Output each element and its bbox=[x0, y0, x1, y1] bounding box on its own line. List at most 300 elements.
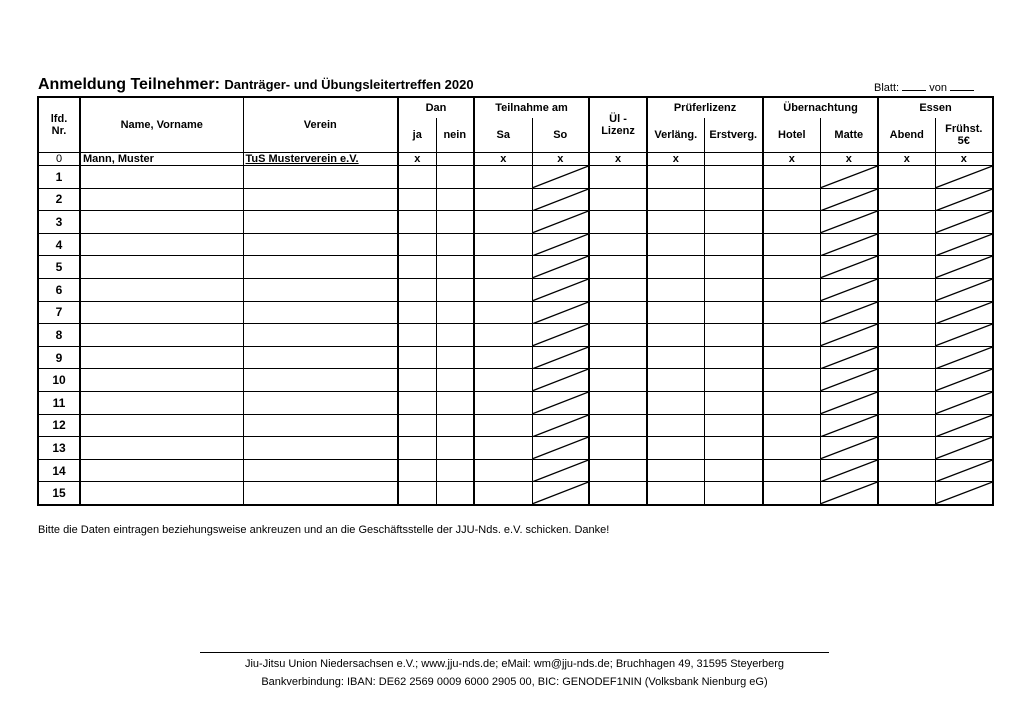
entry-nr: 3 bbox=[38, 211, 80, 234]
entry-sa[interactable] bbox=[474, 166, 532, 189]
entry-sa[interactable] bbox=[474, 391, 532, 414]
entry-dan-ja[interactable] bbox=[398, 233, 436, 256]
entry-dan-ja[interactable] bbox=[398, 482, 436, 505]
entry-nr: 12 bbox=[38, 414, 80, 437]
entry-verlaeng[interactable] bbox=[647, 233, 704, 256]
table-row bbox=[38, 414, 993, 437]
entry-nr: 2 bbox=[38, 188, 80, 211]
entry-name[interactable] bbox=[80, 301, 243, 324]
diagonal-strike bbox=[936, 369, 993, 391]
entry-fruehst[interactable] bbox=[935, 301, 993, 324]
entry-hotel[interactable] bbox=[763, 369, 820, 392]
diagonal-strike bbox=[936, 189, 993, 211]
entry-verein[interactable] bbox=[243, 211, 398, 234]
entry-verein[interactable] bbox=[243, 278, 398, 301]
header-dan-nein: nein bbox=[436, 118, 474, 153]
entry-dan-nein[interactable] bbox=[436, 391, 474, 414]
entry-dan-nein[interactable] bbox=[436, 188, 474, 211]
entry-so[interactable] bbox=[532, 166, 589, 189]
diagonal-strike bbox=[821, 482, 878, 504]
entry-so[interactable] bbox=[532, 188, 589, 211]
entry-fruehst[interactable] bbox=[935, 391, 993, 414]
header-verein: Verein bbox=[243, 97, 398, 153]
diagonal-strike bbox=[821, 211, 878, 233]
entry-name[interactable] bbox=[80, 346, 243, 369]
entry-so[interactable] bbox=[532, 437, 589, 460]
entry-sa[interactable] bbox=[474, 482, 532, 505]
entry-abend[interactable] bbox=[878, 188, 935, 211]
diagonal-strike bbox=[533, 234, 589, 256]
entry-sa[interactable] bbox=[474, 278, 532, 301]
entry-verlaeng[interactable] bbox=[647, 256, 704, 279]
diagonal-strike bbox=[533, 189, 589, 211]
entry-matte[interactable] bbox=[820, 233, 878, 256]
entry-fruehst[interactable] bbox=[935, 324, 993, 347]
entry-verlaeng[interactable] bbox=[647, 346, 704, 369]
entry-name[interactable] bbox=[80, 437, 243, 460]
entry-name[interactable] bbox=[80, 391, 243, 414]
header-so: So bbox=[532, 118, 589, 153]
entry-nr: 1 bbox=[38, 166, 80, 189]
entry-verein[interactable] bbox=[243, 437, 398, 460]
entry-dan-ja[interactable] bbox=[398, 459, 436, 482]
diagonal-strike bbox=[821, 460, 878, 482]
entry-matte[interactable] bbox=[820, 482, 878, 505]
entry-matte[interactable] bbox=[820, 414, 878, 437]
entry-nr: 8 bbox=[38, 324, 80, 347]
entry-sa[interactable] bbox=[474, 414, 532, 437]
table-row bbox=[38, 324, 993, 347]
entry-hotel[interactable] bbox=[763, 166, 820, 189]
entry-erstverg[interactable] bbox=[704, 391, 763, 414]
entry-abend[interactable] bbox=[878, 233, 935, 256]
entry-fruehst[interactable] bbox=[935, 414, 993, 437]
title-sub: Danträger- und Übungsleitertreffen 2020 bbox=[224, 77, 474, 92]
entry-verein[interactable] bbox=[243, 482, 398, 505]
entry-verlaeng[interactable] bbox=[647, 301, 704, 324]
entry-nr: 14 bbox=[38, 459, 80, 482]
header-ul-lizenz bbox=[589, 97, 647, 153]
entry-erstverg[interactable] bbox=[704, 278, 763, 301]
entry-ul[interactable] bbox=[589, 166, 647, 189]
footer-divider bbox=[200, 652, 829, 653]
entry-abend[interactable] bbox=[878, 324, 935, 347]
entry-dan-ja[interactable] bbox=[398, 414, 436, 437]
instruction-note: Bitte die Daten eintragen beziehungsweise ankreuzen und an die Geschäftsstelle der JJU-Nds. e.V. schicken. Danke! bbox=[38, 524, 610, 536]
entry-abend[interactable] bbox=[878, 256, 935, 279]
registration-table bbox=[37, 96, 994, 506]
entry-nr: 15 bbox=[38, 482, 80, 505]
table-row bbox=[38, 211, 993, 234]
header-teilnahme: Teilnahme am bbox=[474, 97, 589, 118]
entry-verein[interactable] bbox=[243, 233, 398, 256]
entry-verein[interactable] bbox=[243, 414, 398, 437]
diagonal-strike bbox=[533, 369, 589, 391]
entry-verlaeng[interactable] bbox=[647, 211, 704, 234]
entry-name[interactable] bbox=[80, 414, 243, 437]
entry-so[interactable] bbox=[532, 256, 589, 279]
entry-abend[interactable] bbox=[878, 459, 935, 482]
entry-verein[interactable] bbox=[243, 188, 398, 211]
diagonal-strike bbox=[821, 166, 878, 188]
header-name: Name, Vorname bbox=[80, 97, 243, 153]
entry-matte[interactable] bbox=[820, 437, 878, 460]
header-fruehst-price: 5€ bbox=[957, 135, 970, 147]
entry-nr: 9 bbox=[38, 346, 80, 369]
entry-ul[interactable] bbox=[589, 346, 647, 369]
entry-name[interactable] bbox=[80, 459, 243, 482]
entry-verein[interactable] bbox=[243, 459, 398, 482]
entry-dan-nein[interactable] bbox=[436, 482, 474, 505]
diagonal-strike bbox=[533, 256, 589, 278]
entry-hotel[interactable] bbox=[763, 346, 820, 369]
diagonal-strike bbox=[533, 415, 589, 437]
entry-nr: 10 bbox=[38, 369, 80, 392]
entry-so[interactable] bbox=[532, 324, 589, 347]
entry-dan-ja[interactable] bbox=[398, 166, 436, 189]
diagonal-strike bbox=[533, 482, 589, 504]
entry-name[interactable] bbox=[80, 324, 243, 347]
entry-dan-nein[interactable] bbox=[436, 414, 474, 437]
entry-ul[interactable] bbox=[589, 369, 647, 392]
entry-so[interactable] bbox=[532, 459, 589, 482]
entry-matte[interactable] bbox=[820, 346, 878, 369]
entry-hotel[interactable] bbox=[763, 482, 820, 505]
diagonal-strike bbox=[936, 302, 993, 324]
table-row bbox=[38, 278, 993, 301]
title-main: Anmeldung Teilnehmer: bbox=[38, 76, 220, 93]
entry-abend[interactable] bbox=[878, 278, 935, 301]
entry-dan-nein[interactable] bbox=[436, 437, 474, 460]
entry-erstverg[interactable] bbox=[704, 324, 763, 347]
diagonal-strike bbox=[936, 347, 993, 369]
entry-abend[interactable] bbox=[878, 414, 935, 437]
entry-fruehst[interactable] bbox=[935, 166, 993, 189]
entry-dan-nein[interactable] bbox=[436, 369, 474, 392]
example-name: Mann, Muster bbox=[80, 153, 243, 166]
entry-fruehst[interactable] bbox=[935, 278, 993, 301]
example-ul: x bbox=[589, 153, 647, 166]
entry-sa[interactable] bbox=[474, 256, 532, 279]
entry-hotel[interactable] bbox=[763, 414, 820, 437]
entry-verlaeng[interactable] bbox=[647, 437, 704, 460]
entry-fruehst[interactable] bbox=[935, 211, 993, 234]
header-uebernachtung: Übernachtung bbox=[763, 97, 878, 118]
diagonal-strike bbox=[936, 211, 993, 233]
entry-sa[interactable] bbox=[474, 459, 532, 482]
entry-verein[interactable] bbox=[243, 166, 398, 189]
blatt-blank[interactable] bbox=[902, 80, 926, 91]
entry-matte[interactable] bbox=[820, 369, 878, 392]
header-hotel: Hotel bbox=[763, 118, 820, 153]
diagonal-strike bbox=[936, 437, 993, 459]
entry-dan-ja[interactable] bbox=[398, 324, 436, 347]
entry-verlaeng[interactable] bbox=[647, 482, 704, 505]
entry-matte[interactable] bbox=[820, 301, 878, 324]
entry-dan-nein[interactable] bbox=[436, 278, 474, 301]
diagonal-strike bbox=[533, 437, 589, 459]
header-lfd: lfd. bbox=[50, 113, 68, 125]
entry-erstverg[interactable] bbox=[704, 233, 763, 256]
entry-dan-nein[interactable] bbox=[436, 301, 474, 324]
entry-erstverg[interactable] bbox=[704, 437, 763, 460]
entry-verlaeng[interactable] bbox=[647, 324, 704, 347]
entry-fruehst[interactable] bbox=[935, 233, 993, 256]
header-lfd-nr bbox=[38, 97, 80, 153]
header-nr: Nr. bbox=[51, 125, 67, 137]
diagonal-strike bbox=[821, 279, 878, 301]
example-verein: TuS Musterverein e.V. bbox=[243, 153, 398, 166]
diagonal-strike bbox=[936, 392, 993, 414]
entry-fruehst[interactable] bbox=[935, 369, 993, 392]
table-row bbox=[38, 482, 993, 505]
entry-fruehst[interactable] bbox=[935, 482, 993, 505]
entry-name[interactable] bbox=[80, 211, 243, 234]
entry-hotel[interactable] bbox=[763, 437, 820, 460]
entry-matte[interactable] bbox=[820, 391, 878, 414]
entry-erstverg[interactable] bbox=[704, 256, 763, 279]
table-row bbox=[38, 437, 993, 460]
entry-dan-ja[interactable] bbox=[398, 437, 436, 460]
entry-nr: 4 bbox=[38, 233, 80, 256]
example-erstverg bbox=[704, 153, 763, 166]
entry-sa[interactable] bbox=[474, 301, 532, 324]
entry-so[interactable] bbox=[532, 301, 589, 324]
entry-name[interactable] bbox=[80, 188, 243, 211]
entry-matte[interactable] bbox=[820, 256, 878, 279]
entry-erstverg[interactable] bbox=[704, 459, 763, 482]
diagonal-strike bbox=[821, 324, 878, 346]
entry-dan-nein[interactable] bbox=[436, 459, 474, 482]
entry-fruehst[interactable] bbox=[935, 346, 993, 369]
entry-ul[interactable] bbox=[589, 211, 647, 234]
entry-dan-nein[interactable] bbox=[436, 256, 474, 279]
entry-dan-ja[interactable] bbox=[398, 301, 436, 324]
entry-sa[interactable] bbox=[474, 324, 532, 347]
table-row bbox=[38, 369, 993, 392]
entry-dan-nein[interactable] bbox=[436, 346, 474, 369]
entry-matte[interactable] bbox=[820, 459, 878, 482]
header-fruehst-label: Frühst. bbox=[945, 123, 983, 135]
entry-nr: 11 bbox=[38, 391, 80, 414]
entry-erstverg[interactable] bbox=[704, 166, 763, 189]
example-sa: x bbox=[474, 153, 532, 166]
entry-ul[interactable] bbox=[589, 414, 647, 437]
entry-dan-ja[interactable] bbox=[398, 188, 436, 211]
entry-ul[interactable] bbox=[589, 437, 647, 460]
entry-so[interactable] bbox=[532, 391, 589, 414]
table-row bbox=[38, 391, 993, 414]
entry-so[interactable] bbox=[532, 211, 589, 234]
entry-erstverg[interactable] bbox=[704, 211, 763, 234]
entry-name[interactable] bbox=[80, 233, 243, 256]
entry-dan-nein[interactable] bbox=[436, 211, 474, 234]
entry-erstverg[interactable] bbox=[704, 414, 763, 437]
entry-matte[interactable] bbox=[820, 188, 878, 211]
diagonal-strike bbox=[936, 279, 993, 301]
example-abend: x bbox=[878, 153, 935, 166]
entry-erstverg[interactable] bbox=[704, 301, 763, 324]
entry-ul[interactable] bbox=[589, 233, 647, 256]
diagonal-strike bbox=[936, 460, 993, 482]
entry-verlaeng[interactable] bbox=[647, 278, 704, 301]
entry-sa[interactable] bbox=[474, 188, 532, 211]
entry-sa[interactable] bbox=[474, 437, 532, 460]
example-nr: 0 bbox=[38, 153, 80, 166]
entry-ul[interactable] bbox=[589, 256, 647, 279]
entry-abend[interactable] bbox=[878, 437, 935, 460]
entry-name[interactable] bbox=[80, 166, 243, 189]
entry-sa[interactable] bbox=[474, 211, 532, 234]
entry-ul[interactable] bbox=[589, 391, 647, 414]
entry-abend[interactable] bbox=[878, 346, 935, 369]
entry-hotel[interactable] bbox=[763, 278, 820, 301]
entry-ul[interactable] bbox=[589, 188, 647, 211]
entry-nr: 13 bbox=[38, 437, 80, 460]
table-row bbox=[38, 459, 993, 482]
header-erstverg: Erstverg. bbox=[704, 118, 763, 153]
diagonal-strike bbox=[821, 369, 878, 391]
diagonal-strike bbox=[533, 392, 589, 414]
diagonal-strike bbox=[936, 415, 993, 437]
footer-address: Jiu-Jitsu Union Niedersachsen e.V.; www.jju-nds.de; eMail: wm@jju-nds.de; Bruchhagen 49, 31595 Steyerberg bbox=[244, 658, 785, 670]
entry-matte[interactable] bbox=[820, 166, 878, 189]
table-row bbox=[38, 256, 993, 279]
entry-ul[interactable] bbox=[589, 459, 647, 482]
diagonal-strike bbox=[821, 189, 878, 211]
entry-so[interactable] bbox=[532, 414, 589, 437]
entry-hotel[interactable] bbox=[763, 233, 820, 256]
entry-matte[interactable] bbox=[820, 211, 878, 234]
entry-verlaeng[interactable] bbox=[647, 166, 704, 189]
diagonal-strike bbox=[533, 324, 589, 346]
entry-ul[interactable] bbox=[589, 324, 647, 347]
entry-name[interactable] bbox=[80, 482, 243, 505]
entry-ul[interactable] bbox=[589, 482, 647, 505]
header-ul-1: Ül - bbox=[609, 113, 627, 125]
entry-matte[interactable] bbox=[820, 324, 878, 347]
entry-hotel[interactable] bbox=[763, 301, 820, 324]
example-verlaeng: x bbox=[647, 153, 704, 166]
entry-name[interactable] bbox=[80, 278, 243, 301]
header-abend: Abend bbox=[878, 118, 935, 153]
example-matte: x bbox=[820, 153, 878, 166]
entry-nr: 7 bbox=[38, 301, 80, 324]
header-ul-2: Lizenz bbox=[601, 125, 635, 137]
von-label: von bbox=[929, 82, 947, 94]
entry-verein[interactable] bbox=[243, 391, 398, 414]
entry-sa[interactable] bbox=[474, 346, 532, 369]
entry-erstverg[interactable] bbox=[704, 346, 763, 369]
von-blank[interactable] bbox=[950, 80, 974, 91]
page-title bbox=[38, 76, 474, 94]
entry-hotel[interactable] bbox=[763, 324, 820, 347]
entry-dan-ja[interactable] bbox=[398, 211, 436, 234]
diagonal-strike bbox=[821, 256, 878, 278]
entry-sa[interactable] bbox=[474, 233, 532, 256]
entry-dan-ja[interactable] bbox=[398, 278, 436, 301]
entry-matte[interactable] bbox=[820, 278, 878, 301]
entry-hotel[interactable] bbox=[763, 256, 820, 279]
entry-dan-nein[interactable] bbox=[436, 324, 474, 347]
example-row bbox=[38, 153, 993, 166]
entry-abend[interactable] bbox=[878, 166, 935, 189]
entry-dan-ja[interactable] bbox=[398, 256, 436, 279]
entry-name[interactable] bbox=[80, 369, 243, 392]
entry-verein[interactable] bbox=[243, 346, 398, 369]
diagonal-strike bbox=[936, 166, 993, 188]
entry-fruehst[interactable] bbox=[935, 188, 993, 211]
blatt-label: Blatt: bbox=[874, 82, 900, 94]
entry-abend[interactable] bbox=[878, 391, 935, 414]
entry-abend[interactable] bbox=[878, 369, 935, 392]
entry-verlaeng[interactable] bbox=[647, 391, 704, 414]
entry-verein[interactable] bbox=[243, 324, 398, 347]
entry-hotel[interactable] bbox=[763, 188, 820, 211]
entry-abend[interactable] bbox=[878, 211, 935, 234]
entry-verein[interactable] bbox=[243, 369, 398, 392]
sheet-number bbox=[874, 80, 974, 94]
entry-hotel[interactable] bbox=[763, 391, 820, 414]
entry-dan-ja[interactable] bbox=[398, 346, 436, 369]
header-fruehst bbox=[935, 118, 993, 153]
entry-verlaeng[interactable] bbox=[647, 188, 704, 211]
entry-so[interactable] bbox=[532, 369, 589, 392]
diagonal-strike bbox=[936, 234, 993, 256]
table-row bbox=[38, 233, 993, 256]
diagonal-strike bbox=[533, 279, 589, 301]
entry-ul[interactable] bbox=[589, 278, 647, 301]
entry-hotel[interactable] bbox=[763, 459, 820, 482]
entry-dan-nein[interactable] bbox=[436, 233, 474, 256]
table-row bbox=[38, 166, 993, 189]
table-row bbox=[38, 188, 993, 211]
diagonal-strike bbox=[821, 437, 878, 459]
entry-verlaeng[interactable] bbox=[647, 459, 704, 482]
entry-abend[interactable] bbox=[878, 301, 935, 324]
entry-so[interactable] bbox=[532, 233, 589, 256]
entry-so[interactable] bbox=[532, 346, 589, 369]
entry-erstverg[interactable] bbox=[704, 482, 763, 505]
diagonal-strike bbox=[533, 166, 589, 188]
diagonal-strike bbox=[533, 302, 589, 324]
entry-fruehst[interactable] bbox=[935, 459, 993, 482]
entry-name[interactable] bbox=[80, 256, 243, 279]
diagonal-strike bbox=[821, 302, 878, 324]
entry-so[interactable] bbox=[532, 278, 589, 301]
entry-ul[interactable] bbox=[589, 301, 647, 324]
entry-fruehst[interactable] bbox=[935, 256, 993, 279]
entry-verlaeng[interactable] bbox=[647, 369, 704, 392]
entry-hotel[interactable] bbox=[763, 211, 820, 234]
header-dan: Dan bbox=[398, 97, 474, 118]
entry-erstverg[interactable] bbox=[704, 369, 763, 392]
entry-verein[interactable] bbox=[243, 301, 398, 324]
entry-verlaeng[interactable] bbox=[647, 414, 704, 437]
entry-fruehst[interactable] bbox=[935, 437, 993, 460]
entry-dan-ja[interactable] bbox=[398, 391, 436, 414]
entry-sa[interactable] bbox=[474, 369, 532, 392]
entry-dan-ja[interactable] bbox=[398, 369, 436, 392]
entry-so[interactable] bbox=[532, 482, 589, 505]
diagonal-strike bbox=[821, 234, 878, 256]
entry-verein[interactable] bbox=[243, 256, 398, 279]
header-sa: Sa bbox=[474, 118, 532, 153]
entry-erstverg[interactable] bbox=[704, 188, 763, 211]
diagonal-strike bbox=[821, 392, 878, 414]
entry-dan-nein[interactable] bbox=[436, 166, 474, 189]
entry-abend[interactable] bbox=[878, 482, 935, 505]
